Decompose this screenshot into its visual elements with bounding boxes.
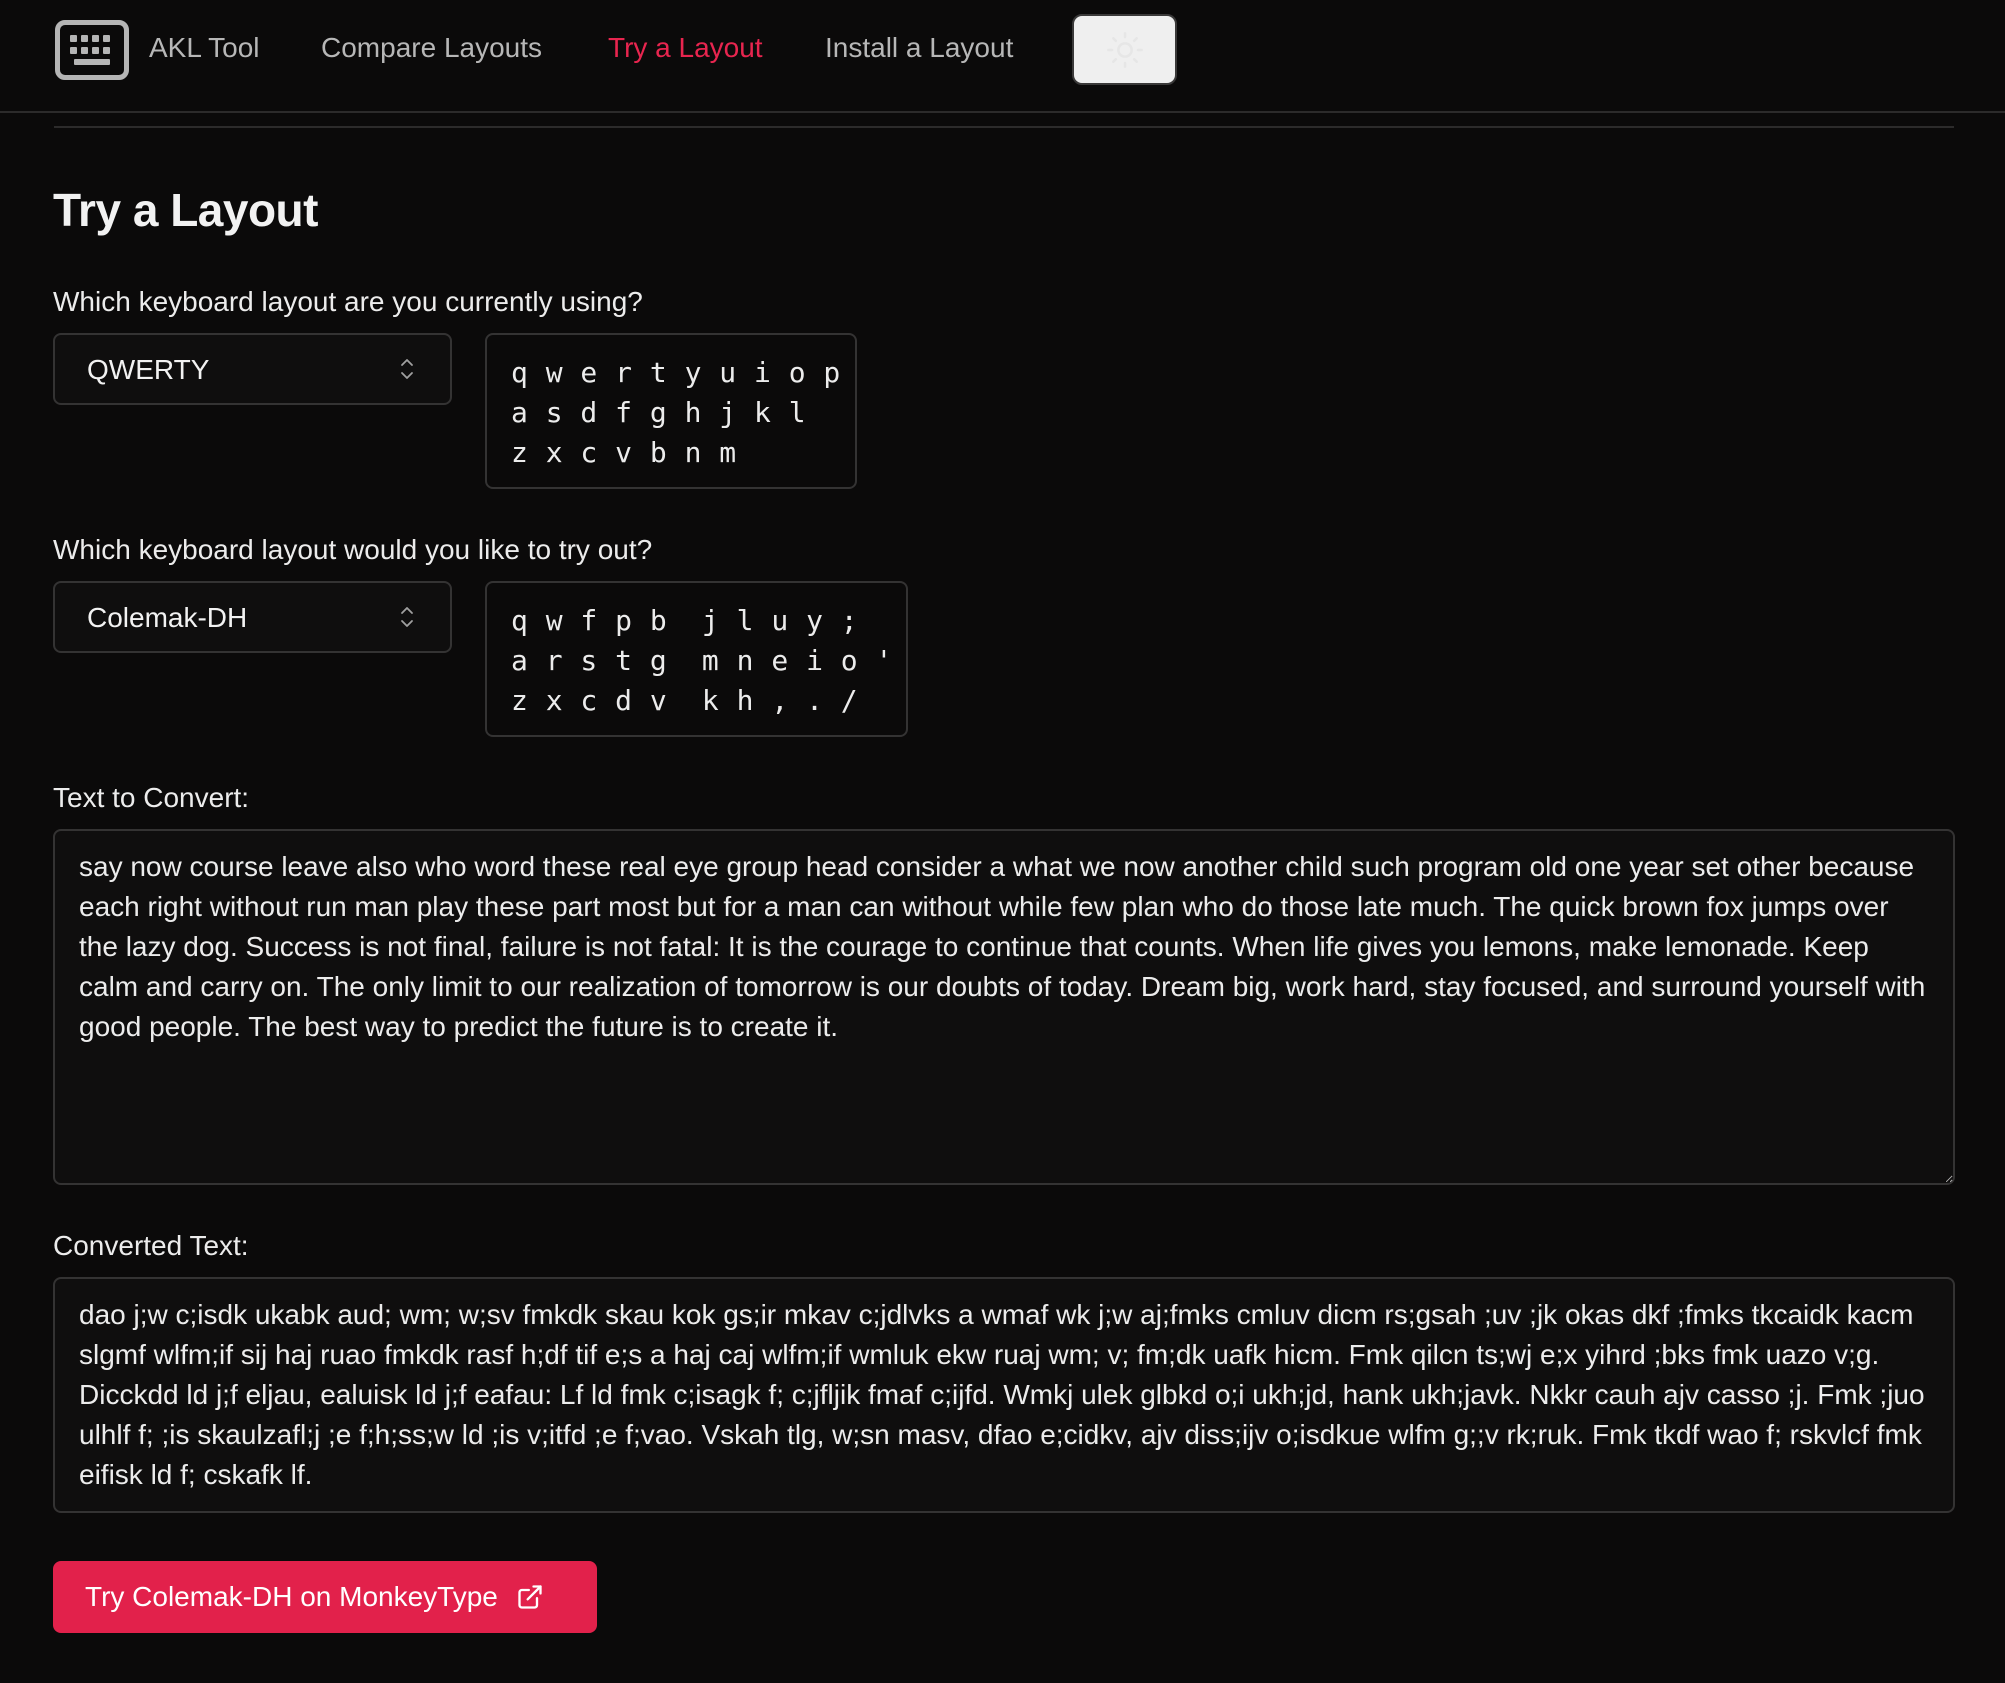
sun-icon — [1106, 31, 1144, 69]
keyboard-row-top: q w e r t y u i o p — [511, 356, 841, 389]
keyboard-row-bottom: z x c d v k h , . / — [511, 684, 859, 717]
chevron-up-down-icon — [400, 357, 414, 381]
external-link-icon — [516, 1583, 544, 1611]
keyboard-icon[interactable] — [55, 20, 129, 80]
current-layout-value: QWERTY — [87, 354, 210, 385]
converted-text-output: dao j;w c;isdk ukabk aud; wm; w;sv fmkdk skau kok gs;ir mkav c;jdlvks a wmaf wk j;w aj;fmks cmluv dicm rs;gsah ;uv ;jk okas dkf ;fmks tkcaidk kacm slgmf wlfm;if sij haj ruao fmkdk rasf h;df tif e;s a haj caj wlfm;if wmluk ekw ruaj wm; v; fm;dk uafk hicm. Fmk qilcn ts;wj e;x yihrd ;bks fmk uazo v;g. Dicckdd ld j;f eljau, ealuisk ld j;f eafau: Lf ld fmk c;isagk f; c;jfljik fmaf c;ijfd. Wmkj ulek glbkd o;i ukh;jd, hank ukh;javk. Nkkr cauh ajv casso ;j. Fmk ;juo ulhlf f; ;is skaulzafl;j ;e f;h;ss;w ld ;is v;itfd ;e f;vao. Vskah tlg, w;sn masv, dfao e;cidkv, ajv diss;ijv o;isdkue wlfm g;;v rk;ruk. Fmk tkdf wao f; rskvlcf fmk eifisk ld f; cskafk lf. — [53, 1277, 1955, 1513]
nav-brand-link[interactable]: AKL Tool — [149, 32, 260, 63]
try-on-monkeytype-button[interactable] — [53, 1561, 597, 1633]
current-layout-label: Which keyboard layout are you currently using? — [53, 286, 643, 317]
nav-link-try-a-layout[interactable]: Try a Layout — [608, 32, 763, 63]
page-title: Try a Layout — [53, 184, 318, 236]
top-nav — [0, 0, 2005, 113]
nav-link-compare-layouts[interactable]: Compare Layouts — [321, 32, 543, 63]
theme-toggle-button[interactable] — [1072, 14, 1177, 85]
try-layout-keyboard-preview — [485, 581, 908, 737]
current-layout-keyboard-preview — [485, 333, 857, 489]
text-to-convert-label: Text to Convert: — [53, 782, 250, 813]
current-layout-select[interactable] — [53, 333, 452, 405]
text-to-convert-textarea[interactable] — [53, 829, 1955, 1185]
keyboard-row-home: a r s t g m n e i o ' — [511, 644, 893, 677]
section-divider — [54, 126, 1954, 128]
nav-link-install-a-layout[interactable]: Install a Layout — [825, 32, 1014, 63]
try-layout-value: Colemak-DH — [87, 602, 248, 633]
chevron-up-down-icon — [400, 605, 414, 629]
try-layout-label: Which keyboard layout would you like to try out? — [53, 534, 653, 565]
try-layout-select[interactable] — [53, 581, 452, 653]
keyboard-row-bottom: z x c v b n m — [511, 436, 737, 469]
keyboard-row-home: a s d f g h j k l — [511, 396, 807, 429]
keyboard-row-top: q w f p b j l u y ; — [511, 604, 859, 637]
converted-text-label: Converted Text: — [53, 1230, 249, 1261]
try-on-monkeytype-label: Try Colemak-DH on MonkeyType — [85, 1581, 498, 1612]
